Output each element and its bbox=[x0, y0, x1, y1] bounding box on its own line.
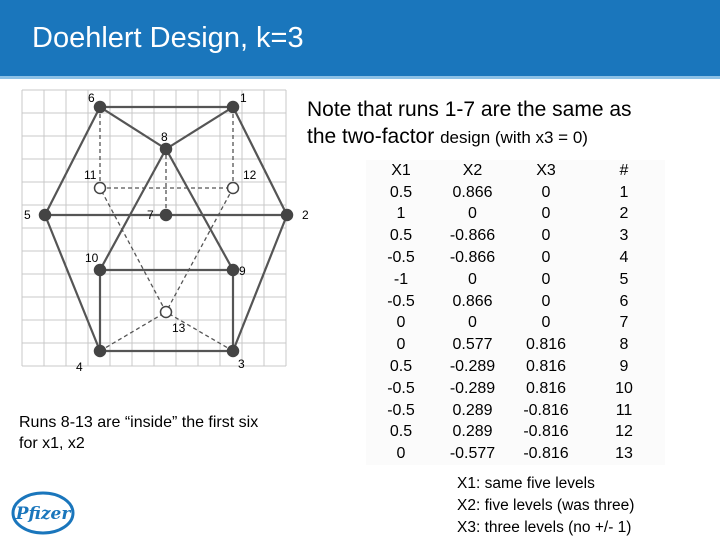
diagram-point-6 bbox=[95, 102, 106, 113]
cell-x2: -0.866 bbox=[436, 225, 509, 247]
diagram-point-9 bbox=[228, 265, 239, 276]
table-row bbox=[366, 313, 665, 335]
cell-x3: -0.816 bbox=[509, 422, 583, 444]
cell-x1: 0.5 bbox=[366, 182, 436, 204]
table-row bbox=[366, 400, 665, 422]
cell-run-number: 6 bbox=[583, 291, 665, 313]
header-x3: X3 bbox=[509, 160, 583, 182]
cell-x1: -1 bbox=[366, 269, 436, 291]
note-line-2a: the two-factor bbox=[307, 125, 441, 148]
cell-x3: 0 bbox=[509, 291, 583, 313]
point-label-3: 3 bbox=[238, 357, 245, 371]
cell-x3: 0.816 bbox=[509, 356, 583, 378]
point-label-6: 6 bbox=[88, 91, 95, 105]
design-table bbox=[366, 160, 665, 465]
table-body bbox=[366, 182, 665, 465]
cell-x2: -0.289 bbox=[436, 356, 509, 378]
diagram-point-5 bbox=[40, 210, 51, 221]
diagram-labels bbox=[24, 91, 309, 374]
title-bar-accent bbox=[0, 76, 720, 79]
cell-run-number: 3 bbox=[583, 225, 665, 247]
table-row bbox=[366, 291, 665, 313]
table-row bbox=[366, 443, 665, 465]
point-label-1: 1 bbox=[240, 91, 247, 105]
cell-x3: 0 bbox=[509, 182, 583, 204]
cell-x2: 0 bbox=[436, 204, 509, 226]
cell-run-number: 10 bbox=[583, 378, 665, 400]
diagram-point-8 bbox=[161, 144, 172, 155]
point-label-2: 2 bbox=[302, 208, 309, 222]
diagram-point-1 bbox=[228, 102, 239, 113]
cell-x3: 0 bbox=[509, 269, 583, 291]
note-line-2b: design (with x3 = 0) bbox=[440, 128, 588, 147]
levels-x2: X2: five levels (was three) bbox=[457, 497, 635, 514]
pfizer-logo-text: Pfizer bbox=[15, 504, 71, 524]
table-row bbox=[366, 334, 665, 356]
cell-x1: 0.5 bbox=[366, 225, 436, 247]
point-label-12: 12 bbox=[243, 168, 257, 182]
cell-run-number: 4 bbox=[583, 247, 665, 269]
table-row bbox=[366, 269, 665, 291]
cell-x1: 0.5 bbox=[366, 356, 436, 378]
cell-x2: 0 bbox=[436, 313, 509, 335]
cell-x1: -0.5 bbox=[366, 378, 436, 400]
levels-x3: X3: three levels (no +/- 1) bbox=[457, 519, 632, 536]
point-label-11: 11 bbox=[84, 168, 97, 182]
point-label-4: 4 bbox=[76, 360, 83, 374]
cell-x1: 0 bbox=[366, 334, 436, 356]
cell-x1: 0 bbox=[366, 443, 436, 465]
cell-x3: 0 bbox=[509, 313, 583, 335]
table-row bbox=[366, 247, 665, 269]
diagram-edge bbox=[233, 107, 287, 215]
cell-x2: 0.577 bbox=[436, 334, 509, 356]
header-x2: X2 bbox=[436, 160, 509, 182]
point-label-9: 9 bbox=[239, 264, 246, 278]
cell-x3: -0.816 bbox=[509, 400, 583, 422]
levels-summary bbox=[457, 473, 634, 539]
table-row bbox=[366, 225, 665, 247]
cell-x2: 0 bbox=[436, 269, 509, 291]
cell-x2: -0.289 bbox=[436, 378, 509, 400]
cell-run-number: 2 bbox=[583, 204, 665, 226]
runs-note: Runs 8-13 are “inside” the first six for x1, x2 bbox=[19, 414, 259, 452]
cell-x1: -0.5 bbox=[366, 291, 436, 313]
diagram-point-3 bbox=[228, 346, 239, 357]
cell-run-number: 7 bbox=[583, 313, 665, 335]
cell-x3: 0 bbox=[509, 204, 583, 226]
cell-x1: 1 bbox=[366, 204, 436, 226]
cell-x2: 0.866 bbox=[436, 182, 509, 204]
point-label-8: 8 bbox=[161, 130, 168, 144]
diagram-edge bbox=[233, 215, 287, 351]
cell-x2: -0.866 bbox=[436, 247, 509, 269]
levels-x1: X1: same five levels bbox=[457, 475, 595, 492]
cell-run-number: 1 bbox=[583, 182, 665, 204]
cell-run-number: 9 bbox=[583, 356, 665, 378]
cell-x1: 0.5 bbox=[366, 422, 436, 444]
pfizer-logo bbox=[11, 490, 75, 536]
cell-x2: 0.866 bbox=[436, 291, 509, 313]
cell-x3: 0.816 bbox=[509, 378, 583, 400]
cell-x3: 0 bbox=[509, 247, 583, 269]
cell-x3: 0 bbox=[509, 225, 583, 247]
doehlert-diagram bbox=[18, 86, 313, 378]
diagram-edge bbox=[45, 215, 100, 351]
cell-x1: -0.5 bbox=[366, 247, 436, 269]
diagram-point-11 bbox=[95, 183, 106, 194]
cell-run-number: 8 bbox=[583, 334, 665, 356]
diagram-edge bbox=[45, 107, 100, 215]
cell-run-number: 13 bbox=[583, 443, 665, 465]
table-row bbox=[366, 422, 665, 444]
cell-x2: 0.289 bbox=[436, 400, 509, 422]
header-run-number: # bbox=[583, 160, 665, 182]
cell-run-number: 5 bbox=[583, 269, 665, 291]
diagram-point-4 bbox=[95, 346, 106, 357]
table-row bbox=[366, 356, 665, 378]
diagram-point-10 bbox=[95, 265, 106, 276]
cell-x2: -0.577 bbox=[436, 443, 509, 465]
diagram-point-7 bbox=[161, 210, 172, 221]
diagram-point-13 bbox=[161, 307, 172, 318]
diagram-point-12 bbox=[228, 183, 239, 194]
cell-x1: 0 bbox=[366, 313, 436, 335]
note-line-2 bbox=[307, 123, 707, 151]
cell-run-number: 12 bbox=[583, 422, 665, 444]
header-x1: X1 bbox=[366, 160, 436, 182]
point-label-13: 13 bbox=[172, 321, 186, 335]
table-row bbox=[366, 182, 665, 204]
point-label-7: 7 bbox=[147, 208, 154, 222]
design-note bbox=[307, 96, 707, 151]
point-label-10: 10 bbox=[85, 251, 99, 265]
diagram-point-2 bbox=[282, 210, 293, 221]
point-label-5: 5 bbox=[24, 208, 31, 222]
table-row bbox=[366, 204, 665, 226]
cell-x2: 0.289 bbox=[436, 422, 509, 444]
cell-run-number: 11 bbox=[583, 400, 665, 422]
table-header-row bbox=[366, 160, 665, 182]
cell-x3: 0.816 bbox=[509, 334, 583, 356]
slide-title: Doehlert Design, k=3 bbox=[32, 22, 304, 54]
table-row bbox=[366, 378, 665, 400]
cell-x1: -0.5 bbox=[366, 400, 436, 422]
note-line-1: Note that runs 1-7 are the same as bbox=[307, 98, 632, 121]
cell-x3: -0.816 bbox=[509, 443, 583, 465]
